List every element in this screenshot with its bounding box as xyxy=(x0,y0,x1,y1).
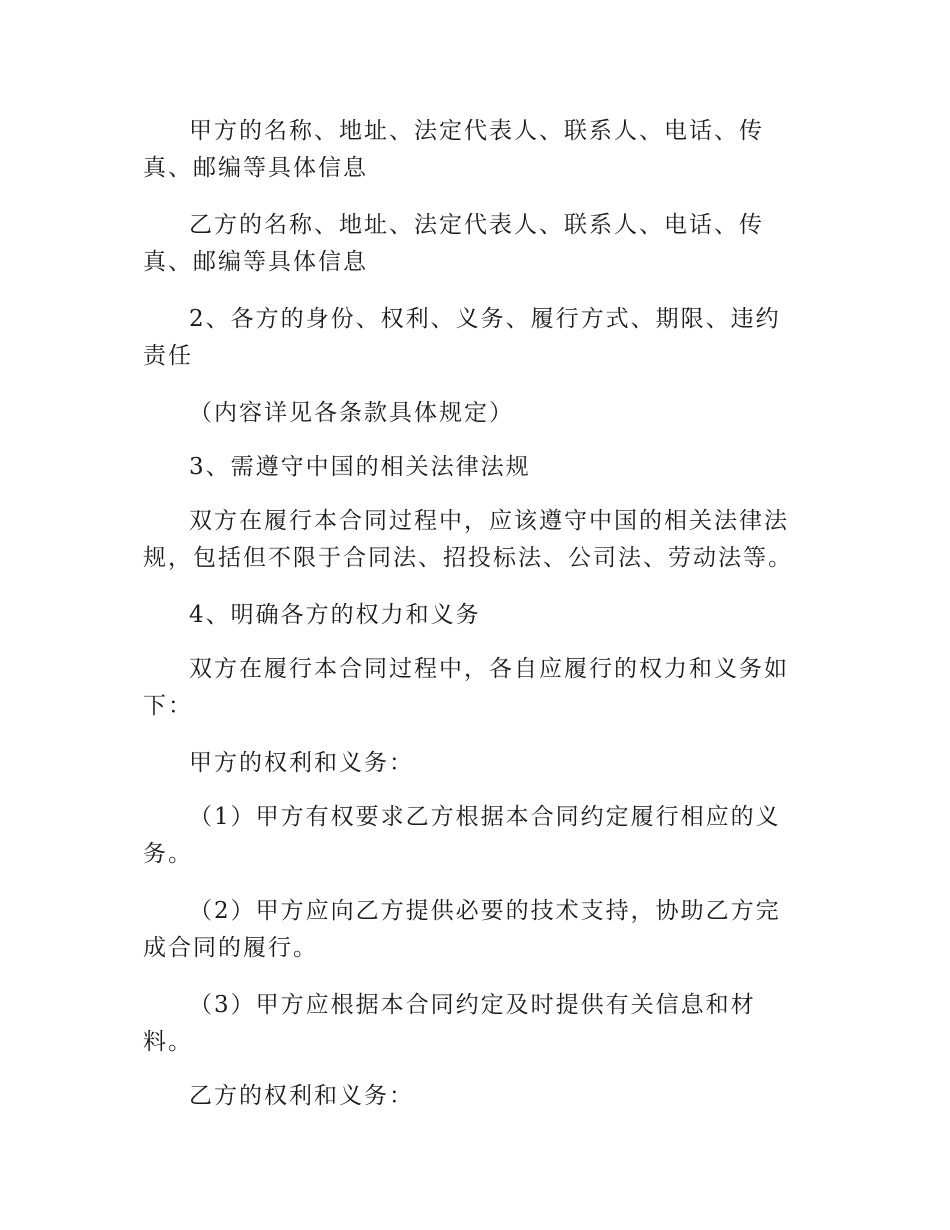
document-body xyxy=(143,113,803,1132)
paragraph-section-2-note: （内容详见各条款具体规定） xyxy=(189,400,514,426)
paragraph-party-a-item-1: （1）甲方有权要求乙方根据本合同约定履行相应的义务。 xyxy=(143,804,781,867)
paragraph-party-a-rights-heading: 甲方的权利和义务： xyxy=(189,750,414,776)
paragraph-section-4-body: 双方在履行本合同过程中，各自应履行的权力和义务如下： xyxy=(143,656,789,719)
paragraph-party-a-item-3: （3）甲方应根据本合同约定及时提供有关信息和材料。 xyxy=(143,992,756,1055)
paragraph-party-b-info: 乙方的名称、地址、法定代表人、联系人、电话、传真、邮编等具体信息 xyxy=(143,212,764,275)
paragraph-party-a-item-2: （2）甲方应向乙方提供必要的技术支持，协助乙方完成合同的履行。 xyxy=(143,898,781,961)
paragraph-section-3-body: 双方在履行本合同过程中，应该遵守中国的相关法律法规，包括但不限于合同法、招投标法、公司法、劳动法等。 xyxy=(143,508,793,571)
paragraph-party-a-info: 甲方的名称、地址、法定代表人、联系人、电话、传真、邮编等具体信息 xyxy=(143,118,764,181)
paragraph-section-3-heading: 3、需遵守中国的相关法律法规 xyxy=(189,454,531,480)
paragraph-section-4-heading: 4、明确各方的权力和义务 xyxy=(189,602,481,628)
paragraph-section-2-heading: 2、各方的身份、权利、义务、履行方式、期限、违约责任 xyxy=(143,306,781,369)
paragraph-party-b-rights-heading: 乙方的权利和义务： xyxy=(189,1083,414,1109)
